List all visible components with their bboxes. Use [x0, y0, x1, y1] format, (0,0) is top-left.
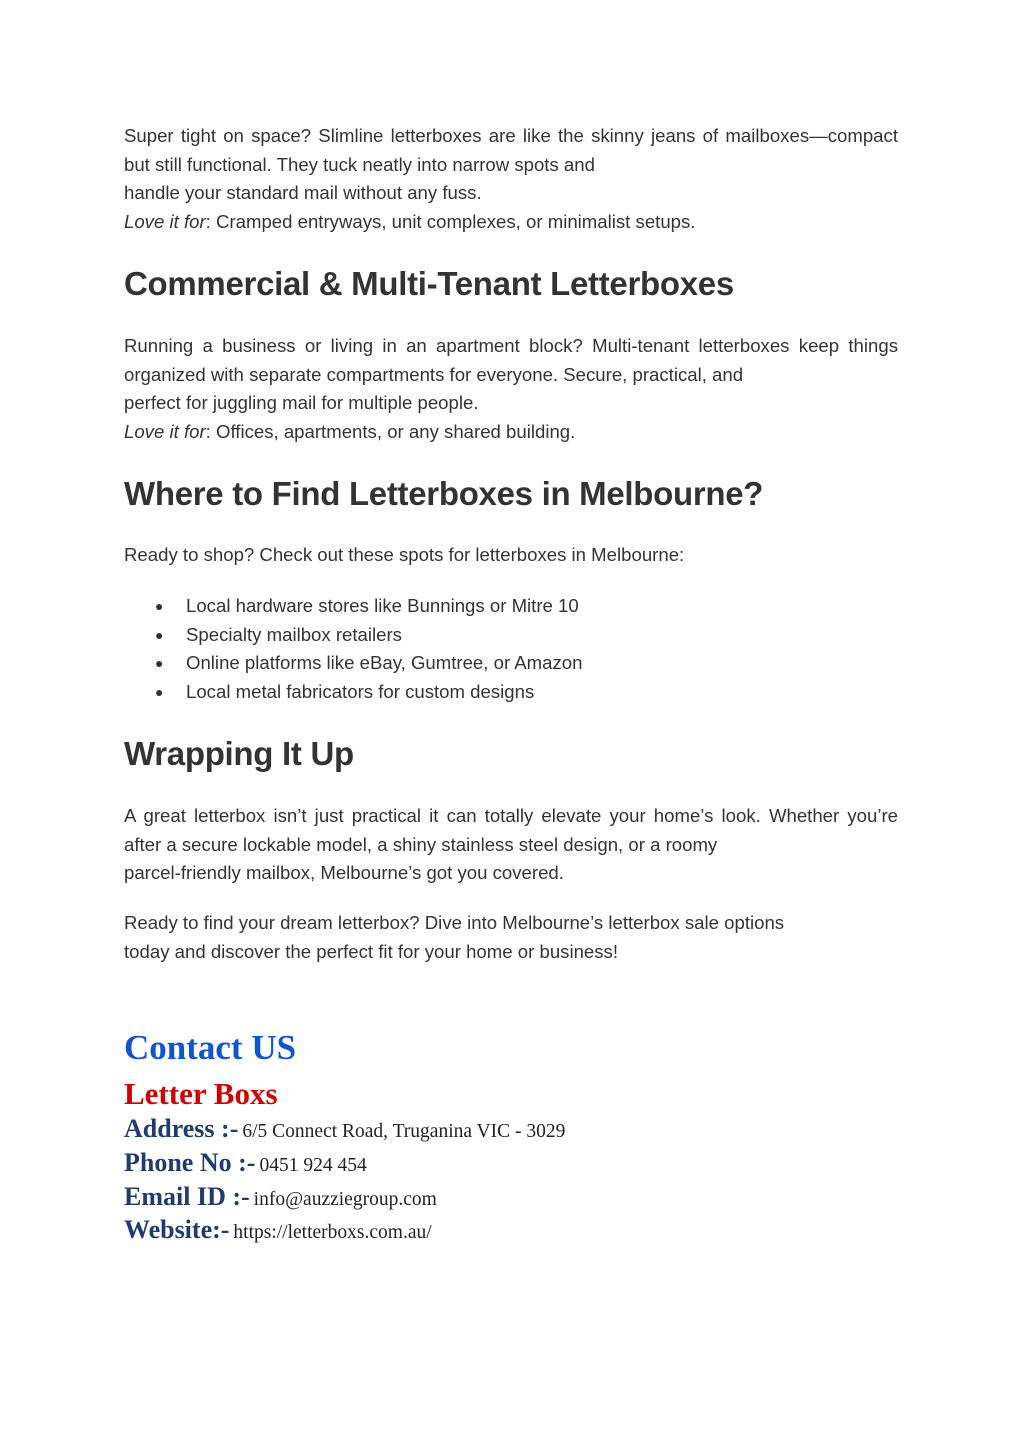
email-row: [124, 1182, 437, 1212]
phone-row: [124, 1148, 367, 1178]
email-link[interactable]: info@auzziegroup.com: [253, 1189, 437, 1210]
wrap-paragraph-2: [124, 909, 898, 966]
wrap-paragraph-1: [124, 802, 898, 888]
email-label: Email ID :-: [124, 1182, 250, 1211]
website-label: Website:-: [124, 1215, 230, 1244]
slimline-love-it-for: Love it for: Cramped entryways, unit complexes, or minimalist setups.: [124, 210, 696, 232]
brand-name: Letter Boxs: [124, 1076, 278, 1111]
address-value: 6/5 Connect Road, Truganina VIC - 3029: [242, 1121, 566, 1142]
bullet-icon: ●: [155, 655, 164, 672]
store-list: [124, 592, 824, 706]
address-label: Address :-: [124, 1114, 239, 1143]
love-it-for-label: Love it for: [124, 420, 206, 442]
list-item: ● Online platforms like eBay, Gumtree, or Amazon: [124, 649, 824, 678]
slimline-paragraph: Super tight on space? Slimline letterboxes are like the skinny jeans of mailboxes—compact but still functional. They tuck neatly into narrow spots and: [124, 125, 898, 175]
wrap-paragraph-2-text: Ready to find your dream letterbox? Dive into Melbourne’s letterbox sale options: [124, 912, 785, 933]
website-link[interactable]: https://letterboxs.com.au/: [233, 1222, 432, 1243]
where-intro: [124, 541, 898, 570]
website-row: [124, 1215, 432, 1245]
love-it-for-label: Love it for: [124, 210, 206, 232]
phone-label: Phone No :-: [124, 1148, 256, 1177]
wrap-paragraph-1-text: A great letterbox isn’t just practical it can totally elevate your home’s look. Whether you’re after a secure lockable model, a shiny stainless steel design, or a roomy: [124, 805, 898, 855]
where-intro-paragraph: Ready to shop? Check out these spots for letterboxes in Melbourne:: [124, 544, 685, 565]
slimline-section: [124, 122, 898, 236]
commercial-section: [124, 332, 898, 446]
slimline-paragraph-end: handle your standard mail without any fuss.: [124, 182, 482, 204]
commercial-paragraph-end: perfect for juggling mail for multiple people.: [124, 392, 479, 414]
commercial-paragraph: Running a business or living in an apartment block? Multi-tenant letterboxes keep things organized with separate compartments for everyone. Secure, practical, and: [124, 335, 898, 385]
contact-heading: Contact US: [124, 1028, 297, 1067]
list-item: ● Local metal fabricators for custom designs: [124, 678, 824, 707]
commercial-heading: Commercial & Multi-Tenant Letterboxes: [124, 265, 734, 302]
list-item: ● Local hardware stores like Bunnings or Mitre 10: [124, 592, 824, 621]
where-to-find-heading: Where to Find Letterboxes in Melbourne?: [124, 475, 764, 512]
list-item: ● Specialty mailbox retailers: [124, 621, 824, 650]
bullet-icon: ●: [155, 683, 164, 700]
bullet-icon: ●: [155, 598, 164, 614]
wrapping-up-heading: Wrapping It Up: [124, 735, 354, 772]
wrap-paragraph-2-end: today and discover the perfect fit for your home or business!: [124, 940, 619, 962]
commercial-love-it-for: Love it for: Offices, apartments, or any shared building.: [124, 420, 576, 442]
bullet-icon: ●: [155, 626, 164, 643]
address-row: [124, 1114, 565, 1144]
phone-value: 0451 924 454: [259, 1155, 367, 1176]
wrap-paragraph-1-end: parcel-friendly mailbox, Melbourne’s got you covered.: [124, 862, 564, 884]
